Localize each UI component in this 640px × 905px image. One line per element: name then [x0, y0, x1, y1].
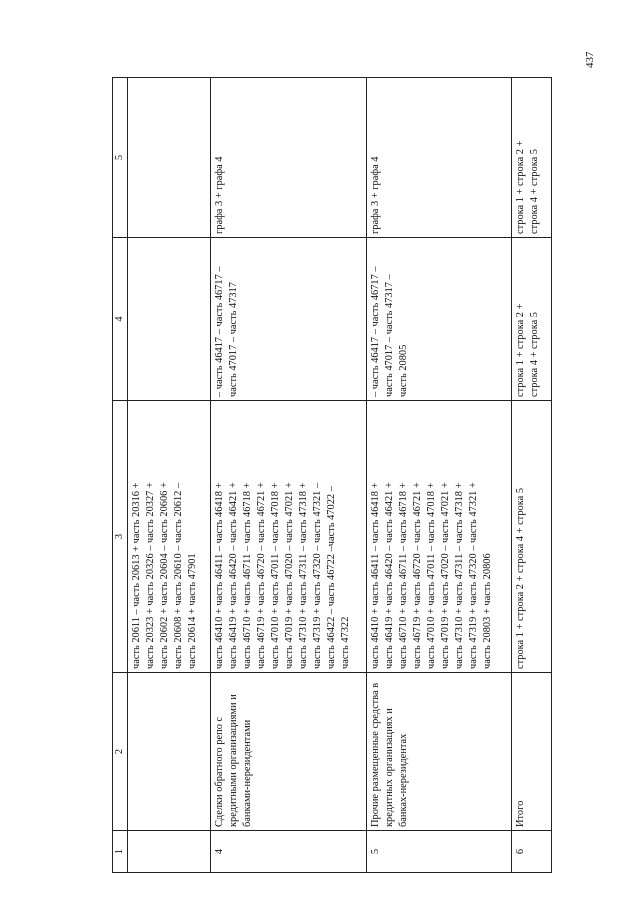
- header-col-5: 5: [113, 78, 128, 238]
- row-col4-formula: – часть 46417 – часть 46717 – часть 47017 – часть 47317: [211, 238, 367, 401]
- table-row: [512, 78, 552, 873]
- formula-table: [112, 77, 552, 873]
- row-col4-formula: [128, 238, 211, 401]
- header-col-4: 4: [113, 238, 128, 401]
- row-col3-formula: часть 46410 + часть 46411 – часть 46418 + часть 46419 + часть 46420 – часть 46421 + часть 46710 + часть 46711 – часть 46718 + часть 46719 + часть 46720 – часть 46721 + часть 47010 + часть 47011 – часть 47018 + часть 47019 + часть 47020 – часть 47021 + часть 47310 + часть 47311 – часть 47318 + часть 47319 + часть 47320 – часть 47321 – часть 46422 – часть 46722 –часть 47022 – часть 47322: [211, 401, 367, 673]
- table-row: [367, 78, 512, 873]
- table-row: [128, 78, 211, 873]
- row-name: Итого: [512, 673, 552, 831]
- rotated-table-container: [112, 78, 552, 873]
- row-col5-formula: графа 3 + графа 4: [211, 78, 367, 238]
- page-number: 437: [584, 51, 596, 68]
- row-number: 6: [512, 831, 552, 873]
- row-col3-formula: часть 46410 + часть 46411 – часть 46418 + часть 46419 + часть 46420 – часть 46421 + часть 46710 + часть 46711 – часть 46718 + часть 46719 + часть 46720 – часть 46721 + часть 47010 + часть 47011 – часть 47018 + часть 47019 + часть 47020 – часть 47021 + часть 47310 + часть 47311 – часть 47318 + часть 47319 + часть 47320 – часть 47321 + часть 20803 + часть 20806: [367, 401, 512, 673]
- header-col-2: 2: [113, 673, 128, 831]
- row-number: [128, 831, 211, 873]
- row-col5-formula: [128, 78, 211, 238]
- row-col3-formula: строка 1 + строка 2 + строка 4 + строка 5: [512, 401, 552, 673]
- header-col-1: 1: [113, 831, 128, 873]
- row-col4-formula: строка 1 + строка 2 + строка 4 + строка 5: [512, 238, 552, 401]
- row-col4-formula: – часть 46417 – часть 46717 – часть 47017 – часть 47317 – часть 20805: [367, 238, 512, 401]
- table-row: [211, 78, 367, 873]
- row-name: Сделки обратного репо с кредитными организациями и банками-нерезидентами: [211, 673, 367, 831]
- header-col-3: 3: [113, 401, 128, 673]
- row-number: 4: [211, 831, 367, 873]
- row-name: Прочие размещенные средства в кредитных организациях и банках-нерезидентах: [367, 673, 512, 831]
- row-col5-formula: строка 1 + строка 2 + строка 4 + строка 5: [512, 78, 552, 238]
- row-name: [128, 673, 211, 831]
- table-header-row: [113, 78, 128, 873]
- row-col5-formula: графа 3 + графа 4: [367, 78, 512, 238]
- row-col3-formula: часть 20611 – часть 20613 + часть 20316 + часть 20323 + часть 20326 – часть 20327 + часть 20602 + часть 20604 – часть 20606 + часть 20608 + часть 20610 – часть 20612 – часть 20614 + часть 47901: [128, 401, 211, 673]
- row-number: 5: [367, 831, 512, 873]
